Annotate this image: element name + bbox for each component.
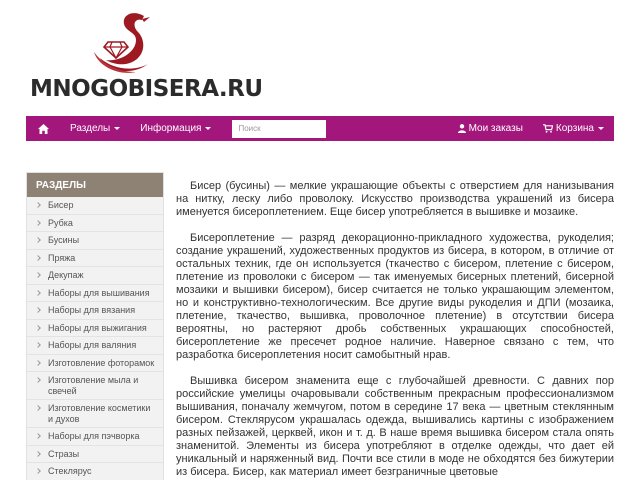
search-input[interactable] bbox=[232, 120, 326, 138]
sidebar-title: РАЗДЕЛЫ bbox=[27, 173, 163, 197]
article-paragraph: Бисероплетение — разряд декорационно-прикладного художества, рукоделия; создание украшений, художественных продуктов из бисера, в котором, в отличие от остальных техник, где он используется (ткачество с бисером, плетение с бисером, плетение из проволоки с бисером — так именуемых бисерных плетений, бисерной мозаики и вышивки бисером), бисер считается не только украшающим элементом, но и конструктивно-технологическим. Все другие виды рукоделия и ДПИ (мозаика, плетение, ткачество, вышивка, проволочное плетение) в отсутствии бисера вероятны, но растеряют дробь собственных украшающих способностей, бисероплетение же пресечет родное наличие. Наверное связано с тем, что разработка бисероплетения носит самобытный нрав. bbox=[176, 232, 614, 361]
sections-menu[interactable] bbox=[60, 116, 130, 141]
sidebar-item-photo-frames[interactable]: Изготовление фоторамок bbox=[27, 355, 163, 373]
home-button[interactable] bbox=[26, 116, 60, 141]
sidebar-item-decoupage[interactable]: Декупаж bbox=[27, 267, 163, 285]
sidebar-item-patchwork-kits[interactable]: Наборы для пэчворка bbox=[27, 428, 163, 446]
sidebar-item-biser[interactable]: Бисер bbox=[27, 197, 163, 215]
cart-menu[interactable] bbox=[533, 116, 614, 141]
article-paragraph: Вышивка бисером знаменита еще с глубочайшей древности. С давних пор российские умелицы очаровывали собственным прекрасным профессионализмом вышивания, поначалу жемчугом, потом в середине 17 века — цветным стеклянным бисером. Стеклярусом украшалась одежда, вышивались картины с изображением разных пейзажей, церквей, икон и т. д. В наше время вышивка бисером стала опять знаменитой. Элементы из бисера употребляют в отделке одежды, что дает ей уникальный и наряженный вид. Почти все стили в моде не обходятся без бижутерии из бисера. Бисер, как материал имеет безграничные цветовые bbox=[176, 375, 614, 478]
sidebar-item-busины[interactable]: Бусины bbox=[27, 232, 163, 250]
swan-diamond-logo-icon bbox=[86, 10, 166, 80]
article-paragraph: Бисер (бусины) — мелкие украшающие объекты с отверстием для нанизывания на нитку, леску либо проволоку. Искусство производства украшений из бисера именуется бисероплетением. Еще бисер употребляется в вышивке и мозаике. bbox=[176, 180, 614, 218]
chevron-down-icon bbox=[114, 127, 120, 130]
sidebar-list bbox=[27, 197, 163, 480]
chevron-down-icon bbox=[598, 127, 604, 130]
main-navbar bbox=[26, 116, 614, 141]
logo-text: MNOGOBISERA.RU bbox=[30, 76, 263, 102]
info-menu-label: Информация bbox=[140, 123, 202, 134]
sidebar-item-knitting-kits[interactable]: Наборы для вязания bbox=[27, 302, 163, 320]
cart-label: Корзина bbox=[555, 123, 594, 134]
sidebar-item-felting-kits[interactable]: Наборы для валяния bbox=[27, 337, 163, 355]
sections-sidebar bbox=[26, 172, 164, 480]
my-orders-link[interactable] bbox=[448, 116, 533, 141]
sidebar-item-rubka[interactable]: Рубка bbox=[27, 215, 163, 233]
sections-menu-label: Разделы bbox=[70, 123, 111, 134]
sidebar-item-embroidery-kits[interactable]: Наборы для вышивания bbox=[27, 285, 163, 303]
article-content bbox=[176, 180, 614, 480]
home-icon bbox=[38, 124, 49, 134]
user-icon bbox=[458, 124, 466, 133]
cart-icon bbox=[543, 124, 553, 133]
info-menu[interactable] bbox=[130, 116, 221, 141]
sidebar-item-soap-candles[interactable]: Изготовление мыла и свечей bbox=[27, 372, 163, 400]
sidebar-item-burning-kits[interactable]: Наборы для выжигания bbox=[27, 320, 163, 338]
site-logo[interactable] bbox=[30, 10, 263, 105]
sidebar-item-bugle-beads[interactable]: Стеклярус bbox=[27, 463, 163, 480]
my-orders-label: Мои заказы bbox=[468, 123, 523, 134]
chevron-down-icon bbox=[205, 127, 211, 130]
sidebar-item-rhinestones[interactable]: Стразы bbox=[27, 446, 163, 464]
sidebar-item-cosmetics-perfume[interactable]: Изготовление косметики и духов bbox=[27, 400, 163, 428]
sidebar-item-yarn[interactable]: Пряжа bbox=[27, 250, 163, 268]
